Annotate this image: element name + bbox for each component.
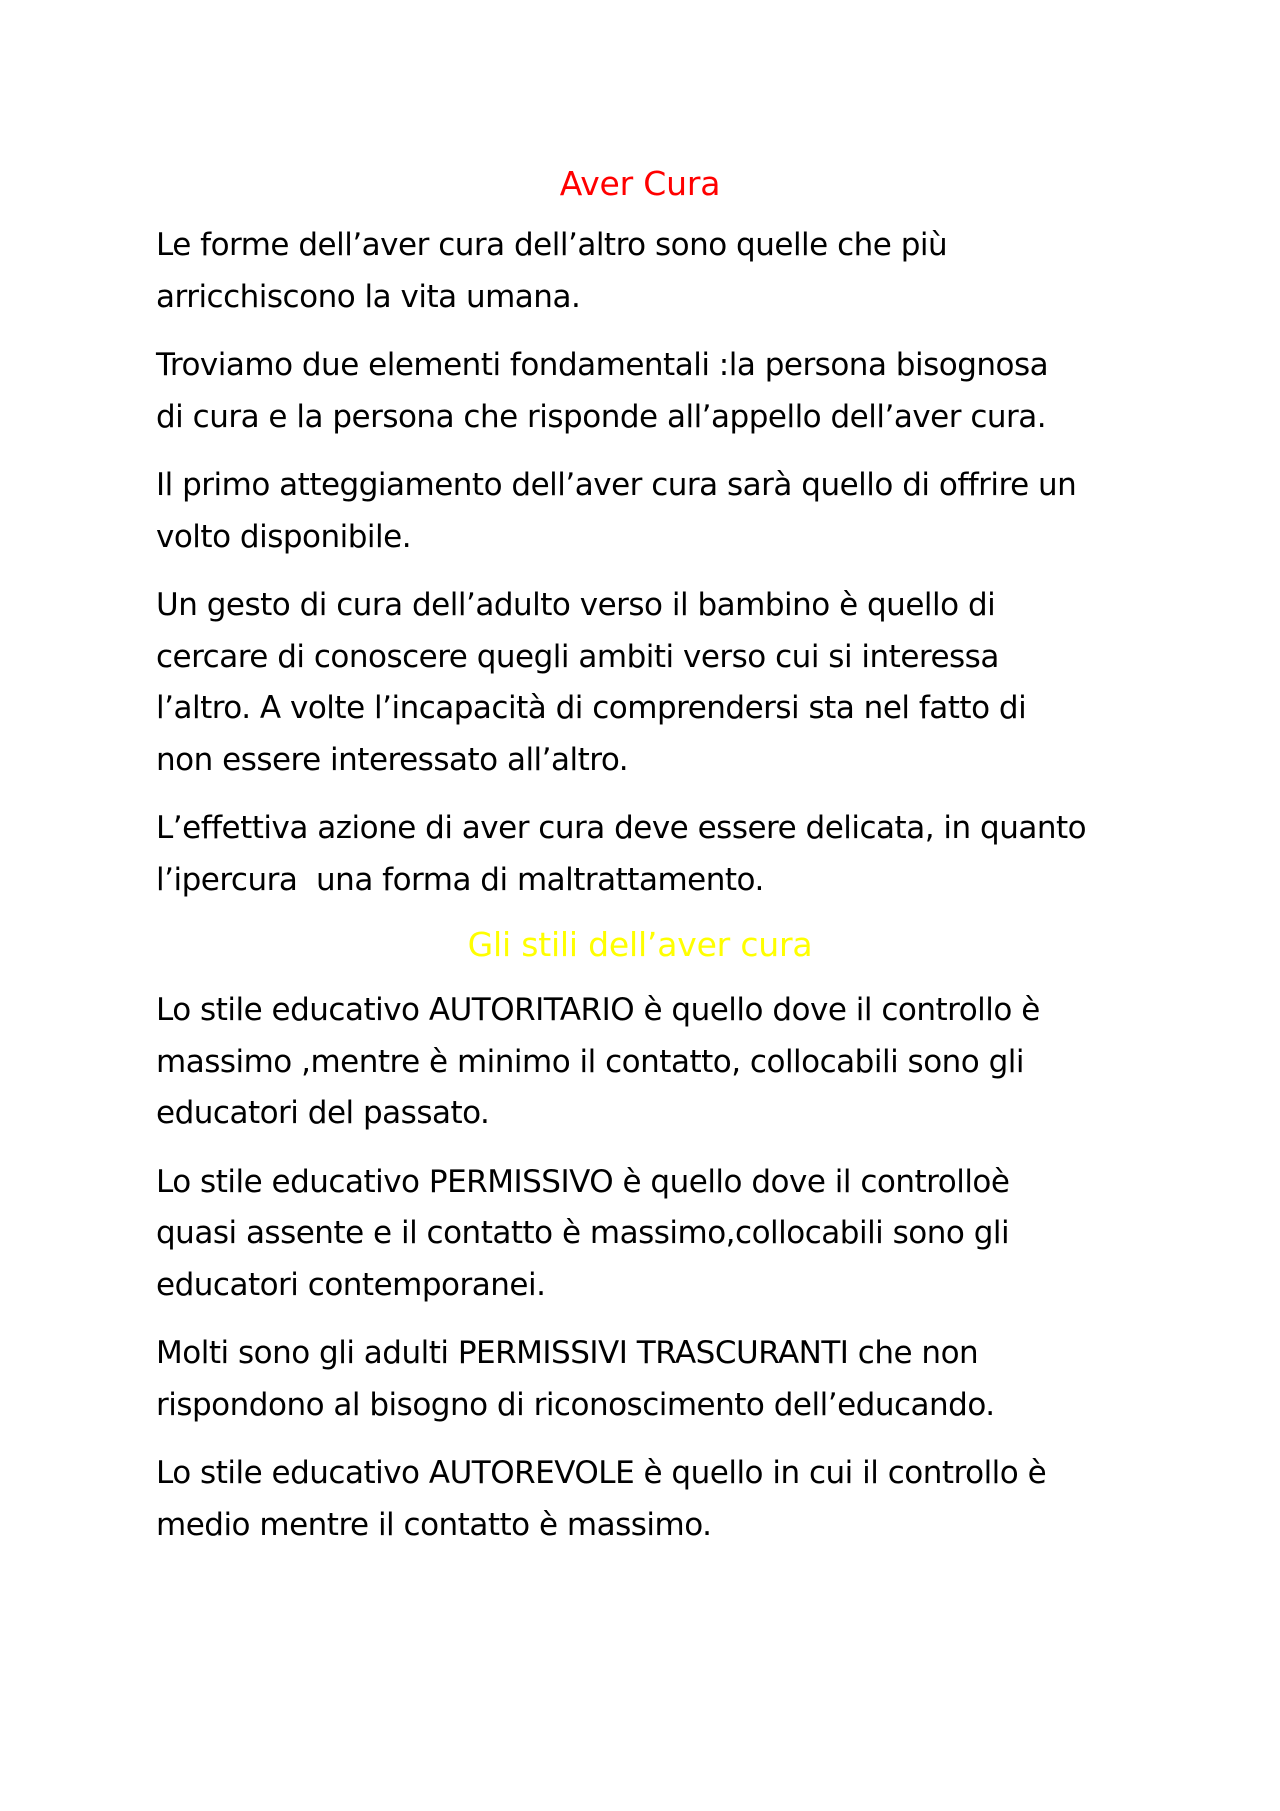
style-paragraph xyxy=(156,1328,1124,1431)
text-line: arricchiscono la vita umana. xyxy=(156,278,581,315)
text-line: massimo ,mentre è minimo il contatto, collocabili sono gli xyxy=(156,1043,1025,1080)
intro-paragraph xyxy=(156,803,1124,906)
intro-paragraph xyxy=(156,220,1124,323)
text-line: quasi assente e il contatto è massimo,collocabili sono gli xyxy=(156,1215,1010,1251)
text-line: Lo stile educativo AUTORITARIO è quello dove il controllo è xyxy=(156,992,1040,1028)
text-line: Le forme dell’aver cura dell’altro sono quelle che più xyxy=(156,227,948,263)
style-paragraph xyxy=(156,985,1124,1140)
styles-section xyxy=(156,985,1124,1551)
text-line: l’altro. A volte l’incapacità di comprendersi sta nel fatto di xyxy=(156,690,1027,726)
text-line: Lo stile educativo PERMISSIVO è quello dove il controlloè xyxy=(156,1163,1010,1200)
text-line: di cura e la persona che risponde all’appello dell’aver cura. xyxy=(156,398,1047,435)
text-line: l’ipercura una forma di maltrattamento. xyxy=(156,861,764,898)
text-line: volto disponibile. xyxy=(156,518,412,555)
text-line: educatori contemporanei. xyxy=(156,1266,546,1303)
text-line: cercare di conoscere quegli ambiti verso cui si interessa xyxy=(156,638,999,675)
style-paragraph xyxy=(156,1448,1124,1551)
text-line: medio mentre il contatto è massimo. xyxy=(156,1506,712,1543)
text-line: Lo stile educativo AUTOREVOLE è quello in cui il controllo è xyxy=(156,1455,1047,1491)
document-page xyxy=(156,160,1124,1568)
text-line: L’effettiva azione di aver cura deve essere delicata, in quanto xyxy=(156,810,1087,846)
text-line: educatori del passato. xyxy=(156,1095,490,1131)
text-line: Troviamo due elementi fondamentali :la persona bisognosa xyxy=(156,347,1049,383)
text-line: Un gesto di cura dell’adulto verso il bambino è quello di xyxy=(156,587,996,623)
intro-paragraph xyxy=(156,460,1124,563)
intro-section xyxy=(156,220,1124,906)
text-line: rispondono al bisogno di riconoscimento dell’educando. xyxy=(156,1386,995,1423)
text-line: Molti sono gli adulti PERMISSIVI TRASCURANTI che non xyxy=(156,1335,979,1371)
intro-paragraph xyxy=(156,340,1124,443)
intro-paragraph xyxy=(156,580,1124,786)
text-line: non essere interessato all’altro. xyxy=(156,741,629,778)
page-title: Aver Cura xyxy=(559,164,721,203)
section-subtitle: Gli stili dell’aver cura xyxy=(467,925,813,964)
text-line: Il primo atteggiamento dell’aver cura sarà quello di offrire un xyxy=(156,467,1077,503)
style-paragraph xyxy=(156,1157,1124,1312)
